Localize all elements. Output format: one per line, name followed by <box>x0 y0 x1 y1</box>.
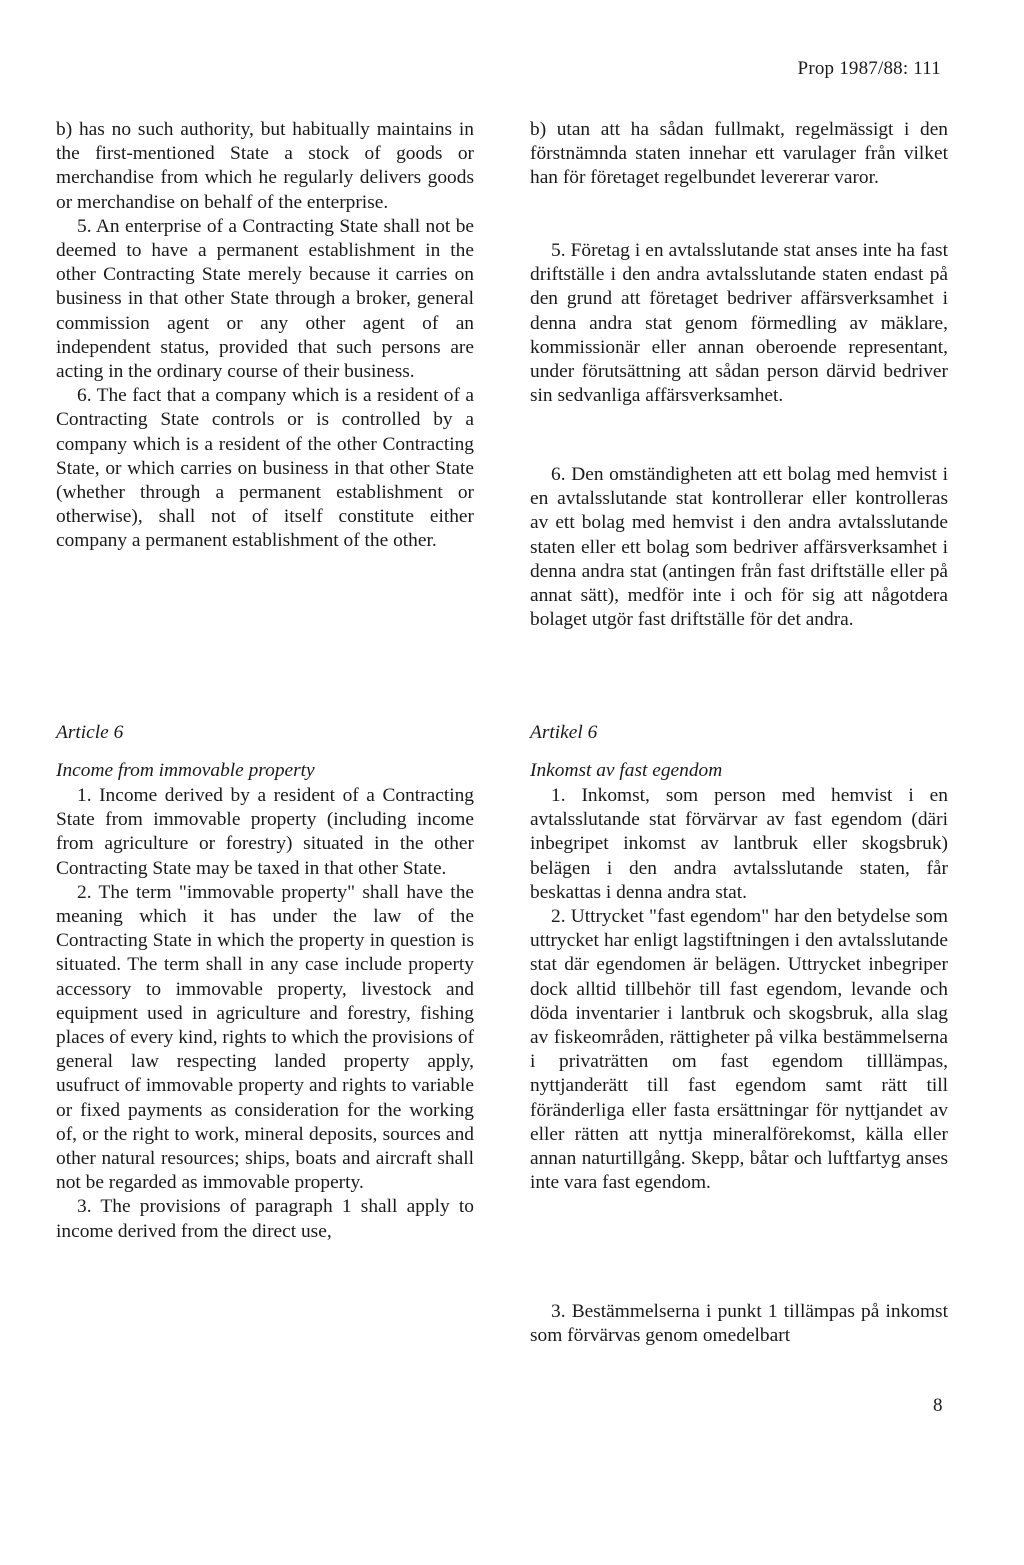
artikel-subtitle: Inkomst av fast egendom <box>530 760 723 781</box>
article-title: Article 6 <box>56 722 124 743</box>
paragraph-3: 3. The provisions of paragraph 1 shall apply to income derived from the direct use, <box>56 1196 474 1242</box>
swedish-column-bottom <box>530 784 948 1195</box>
running-head: Prop 1987/88: 111 <box>797 58 941 79</box>
swedish-paragraph-b <box>530 118 948 191</box>
page-number: 8 <box>933 1395 943 1416</box>
paragraph-5-sv: 5. Företag i en avtalsslutande stat anses inte ha fast driftställe i den andra avtalsslutande staten endast på den grund att företaget bedriver affärsverksamhet i denna andra stat genom förmedling av mäklare, kommissionär eller annan oberoende representant, under förutsättning att sådan person därvid bedriver sin sedvanliga affärsverksamhet. <box>530 240 948 407</box>
paragraph-5: 5. An enterprise of a Contracting State shall not be deemed to have a permanent establishment in the other Contracting State merely because it carries on business in that other State through a broker, general commission agent or any other agent of an independent status, provided that such persons are acting in the ordinary course of their business. <box>56 215 474 383</box>
paragraph-2-sv: 2. Uttrycket "fast egendom" har den betydelse som uttrycket har enligt lagstiftningen i den avtalsslutande stat där egendomen är belägen. Uttrycket inbegriper dock alltid tillbehör till fast egendom, levande och döda inventarier i lantbruk och skogsbruk, alla slag av fiskeområden, rättigheter på vilka bestämmelserna i privaträtten om fast egendom tilllämpas, nyttjanderätt till fast egendom samt rätt till föränderliga eller fasta ersättningar för nyttjandet av eller rätten att nyttja mineralförekomst, källa eller annan naturtillgång. Skepp, båtar och luftfartyg anses inte vara fast egendom. <box>530 906 948 1194</box>
english-column-bottom <box>56 784 474 1244</box>
article-subtitle: Income from immovable property <box>56 760 315 781</box>
paragraph-b: b) has no such authority, but habitually maintains in the first-mentioned State a stock of goods or merchandise from which he regularly delivers goods or merchandise on behalf of the enterprise. <box>56 119 474 213</box>
paragraph-3-sv: 3. Bestämmelserna i punkt 1 tillämpas på inkomst som förvärvas genom omedelbart <box>530 1301 948 1347</box>
paragraph-1: 1. Income derived by a resident of a Contracting State from immovable property (including income from agriculture or forestry) situated in the other Contracting State may be taxed in that other State. <box>56 785 474 879</box>
paragraph-2: 2. The term "immovable property" shall have the meaning which it has under the law of the Contracting State in which the property in question is situated. The term shall in any case include property accessory to immovable property, livestock and equipment used in agriculture and forestry, fishing places of every kind, rights to which the provisions of general law respecting landed property apply, usufruct of immovable property and rights to variable or fixed payments as consideration for the working of, or the right to work, mineral deposits, sources and other natural resources; ships, boats and aircraft shall not be regarded as immovable property. <box>56 881 474 1194</box>
paragraph-6-sv: 6. Den omständigheten att ett bolag med hemvist i en avtalsslutande stat kontrollerar eller kontrolleras av ett bolag med hemvist i den andra avtalsslutande staten eller ett bolag som bedriver affärsverksamhet i denna andra stat (antingen från fast driftställe eller på annat sätt), medför inte i och för sig att någotdera bolaget utgör fast driftställe för det andra. <box>530 464 948 631</box>
swedish-paragraph-6 <box>530 463 948 632</box>
paragraph-6: 6. The fact that a company which is a resident of a Contracting State controls or is controlled by a company which is a resident of the other Contracting State, or which carries on business in that other State (whether through a permanent establishment or otherwise), shall not of itself constitute either company a permanent establishment of the other. <box>56 385 474 552</box>
swedish-paragraph-5 <box>530 239 948 408</box>
paragraph-1-sv: 1. Inkomst, som person med hemvist i en avtalsslutande stat förvärvar av fast egendom (däri inbegripet inkomst av lantbruk eller skogsbruk) belägen i den andra avtalsslutande staten, får beskattas i denna andra stat. <box>530 785 948 903</box>
paragraph-b-sv: b) utan att ha sådan fullmakt, regelmässigt i den förstnämnda staten innehar ett varulager från vilket han för företaget regelbundet levererar varor. <box>530 119 948 189</box>
english-column-top <box>56 118 474 554</box>
swedish-paragraph-3 <box>530 1300 948 1348</box>
artikel-title: Artikel 6 <box>530 722 598 743</box>
